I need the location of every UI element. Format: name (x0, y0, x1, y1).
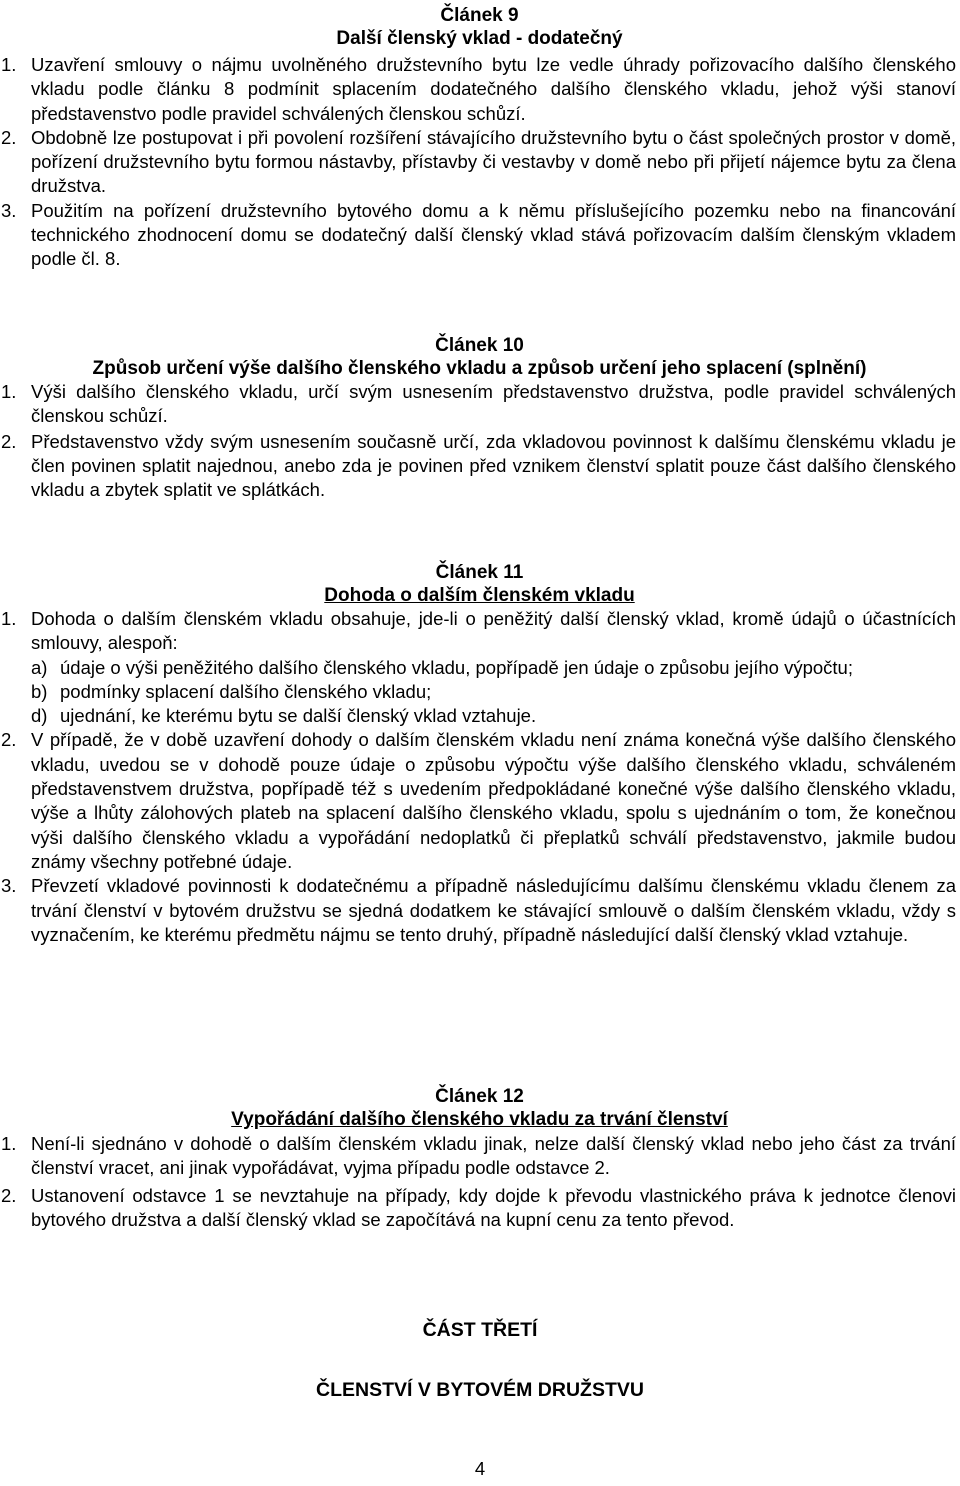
article-9 (1, 4, 958, 272)
article-10-title: Způsob určení výše dalšího členského vkladu a způsob určení jeho splacení (splnění) (92, 358, 867, 379)
article-9-paragraph-3: 3. Použitím na pořízení družstevního bytového domu a k němu příslušejícího pozemku nebo na financování technického zhodnocení domu se dodatečný další členský vklad stává pořizovacím dalším členským vkladem podle čl. 8. (1, 199, 956, 270)
page-number: 4 (474, 1458, 486, 1479)
article-9-paragraph-1: 1. Uzavření smlouvy o nájmu uvolněného družstevního bytu lze vedle úhrady pořizovacího dalšího členského vkladu podle článku 8 podmínit splacením dodatečného dalšího členského vkladu, jehož výši stanoví představenstvo podle pravidel schválených členskou schůzí. (1, 54, 956, 124)
article-10 (1, 334, 958, 502)
article-11-paragraph-3: 3. Převzetí vkladové povinnosti k dodatečnému a případně následujícímu dalšímu členskému vkladu členem za trvání členství v bytovém družstvu se sjedná dodatkem ke stávající smlouvě o dalším členském vkladu, vždy s vyznačením, ke kterému předmětu nájmu se tento druhý, případně následující další členský vklad vztahuje. (1, 875, 956, 945)
article-12 (1, 1085, 958, 1232)
article-11-title: Dohoda o dalším členském vkladu (324, 585, 635, 606)
article-12-number: Článek 12 (435, 1086, 524, 1107)
part-title: ČÁST TŘETÍ (422, 1319, 538, 1341)
part-subtitle: ČLENSTVÍ V BYTOVÉM DRUŽSTVU (316, 1379, 644, 1401)
article-12-paragraph-1: 1. Není-li sjednáno v dohodě o dalším členském vkladu jinak, nelze další členský vklad nebo jeho část za trvání členství vracet, ani jinak vypořádávat, vyjma případu podle odstavce 2. (1, 1133, 956, 1179)
article-9-number: Článek 9 (440, 5, 519, 26)
article-9-paragraph-2: 2. Obdobně lze postupovat i při povolení rozšíření stávajícího družstevního bytu o část společných prostor v domě, pořízení družstevního bytu formou nástavby, přístavby či vestavby v domě nebo při přijetí nájemce bytu za člena družstva. (1, 126, 956, 197)
article-11 (1, 561, 958, 947)
article-9-title: Další členský vklad - dodatečný (336, 28, 623, 49)
article-10-paragraph-1: 1. Výši dalšího členského vkladu, určí svým usnesením představenstvo družstva, podle pravidel schválených členskou schůzí. (1, 381, 956, 427)
article-10-number: Článek 10 (435, 335, 524, 356)
article-11-subitem-b: b) podmínky splacení dalšího členského vkladu; (31, 680, 432, 702)
article-11-subitem-d: d) ujednání, ke kterému bytu se další členský vklad vztahuje. (31, 705, 537, 727)
article-11-number: Článek 11 (435, 562, 524, 583)
article-12-title: Vypořádání dalšího členského vkladu za trvání členství (231, 1109, 728, 1130)
article-11-paragraph-1: 1. Dohoda o dalším členském vkladu obsahuje, jde-li o peněžitý další členský vklad, kromě údajů o účastnících smlouvy, alespoň: (1, 608, 956, 654)
article-12-paragraph-2: 2. Ustanovení odstavce 1 se nevztahuje na případy, kdy dojde k převodu vlastnického práva k jednotce členovi bytového družstva a další členský vklad se započítává na kupní cenu za tento převod. (1, 1184, 956, 1230)
article-11-paragraph-2: 2. V případě, že v době uzavření dohody o dalším členském vkladu není známa konečná výše dalšího členského vkladu, uvedou se v dohodě pouze údaje o způsobu výpočtu výše dalšího členského vkladu, schváleném představenstvem družstva, popřípadě též s uvedením předpokládané konečné výše dalšího členského vkladu, výše a lhůty zálohových plateb na splacení dalšího členského vkladu, spolu s ujednáním o tom, že konečnou výši dalšího členského vkladu a vypořádání nedoplatků či přeplatků schválí představenstvo, jakmile budou známy všechny potřebné údaje. (1, 729, 956, 872)
article-11-subitem-a: a) údaje o výši peněžitého dalšího členského vkladu, popřípadě jen údaje o způsobu jejího výpočtu; (31, 656, 853, 678)
article-10-paragraph-2: 2. Představenstvo vždy svým usnesením současně určí, zda vkladovou povinnost k dalšímu členskému vkladu je člen povinen splatit najednou, anebo zda je povinen před vznikem členství splatit pouze část dalšího členského vkladu a zbytek splatit ve splátkách. (1, 430, 956, 501)
